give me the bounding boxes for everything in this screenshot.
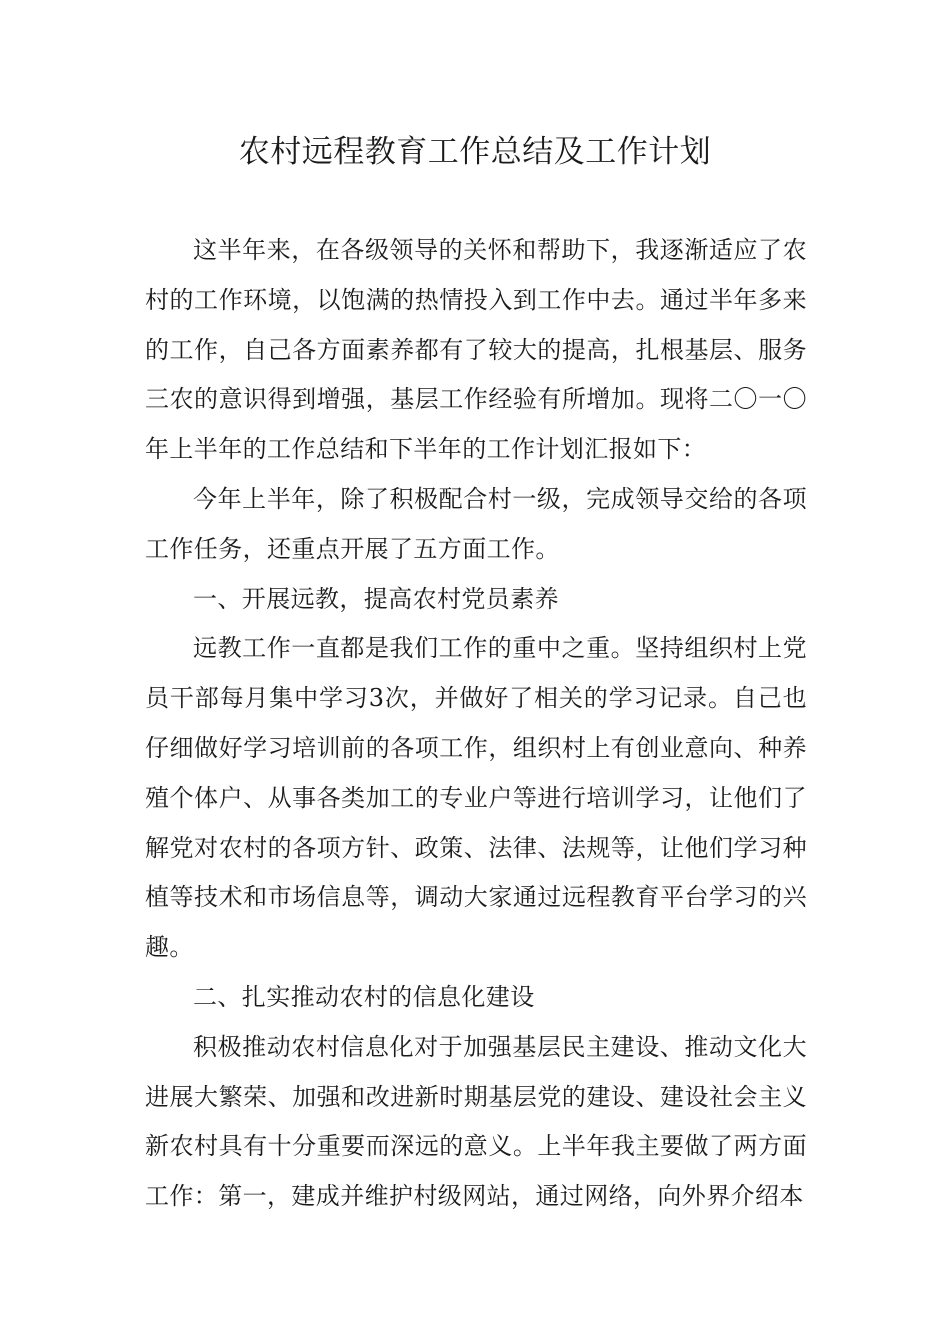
section-heading-2: 二、扎实推动农村的信息化建设: [193, 982, 535, 1011]
document-body: [145, 226, 807, 1222]
section-heading-1: 一、开展远教，提高农村党员素养: [193, 584, 559, 613]
paragraph-section-2: 积极推动农村信息化对于加强基层民主建设、推动文化大进展大繁荣、加强和改进新时期基层党的建设、建设社会主义新农村具有十分重要而深远的意义。上半年我主要做了两方面工作：第一，建成并维护村级网站，通过网络，向外界介绍本: [145, 1032, 807, 1211]
paragraph-overview: 今年上半年，除了积极配合村一级，完成领导交给的各项工作任务，还重点开展了五方面工作。: [145, 484, 807, 563]
paragraph-intro: 这半年来，在各级领导的关怀和帮助下，我逐渐适应了农村的工作环境，以饱满的热情投入到工作中去。通过半年多来的工作，自己各方面素养都有了较大的提高，扎根基层、服务三农的意识得到增强，基层工作经验有所增加。现将二〇一〇年上半年的工作总结和下半年的工作计划汇报如下：: [145, 236, 807, 464]
paragraph-section-1: 远教工作一直都是我们工作的重中之重。坚持组织村上党员干部每月集中学习3次，并做好了相关的学习记录。自己也仔细做好学习培训前的各项工作，组织村上有创业意向、种养殖个体户、从事各类加工的专业户等进行培训学习，让他们了解党对农村的各项方针、政策、法律、法规等，让他们学习种植等技术和市场信息等，调动大家通过远程教育平台学习的兴趣。: [145, 634, 807, 962]
document-title: 农村远程教育工作总结及工作计划: [238, 134, 712, 170]
